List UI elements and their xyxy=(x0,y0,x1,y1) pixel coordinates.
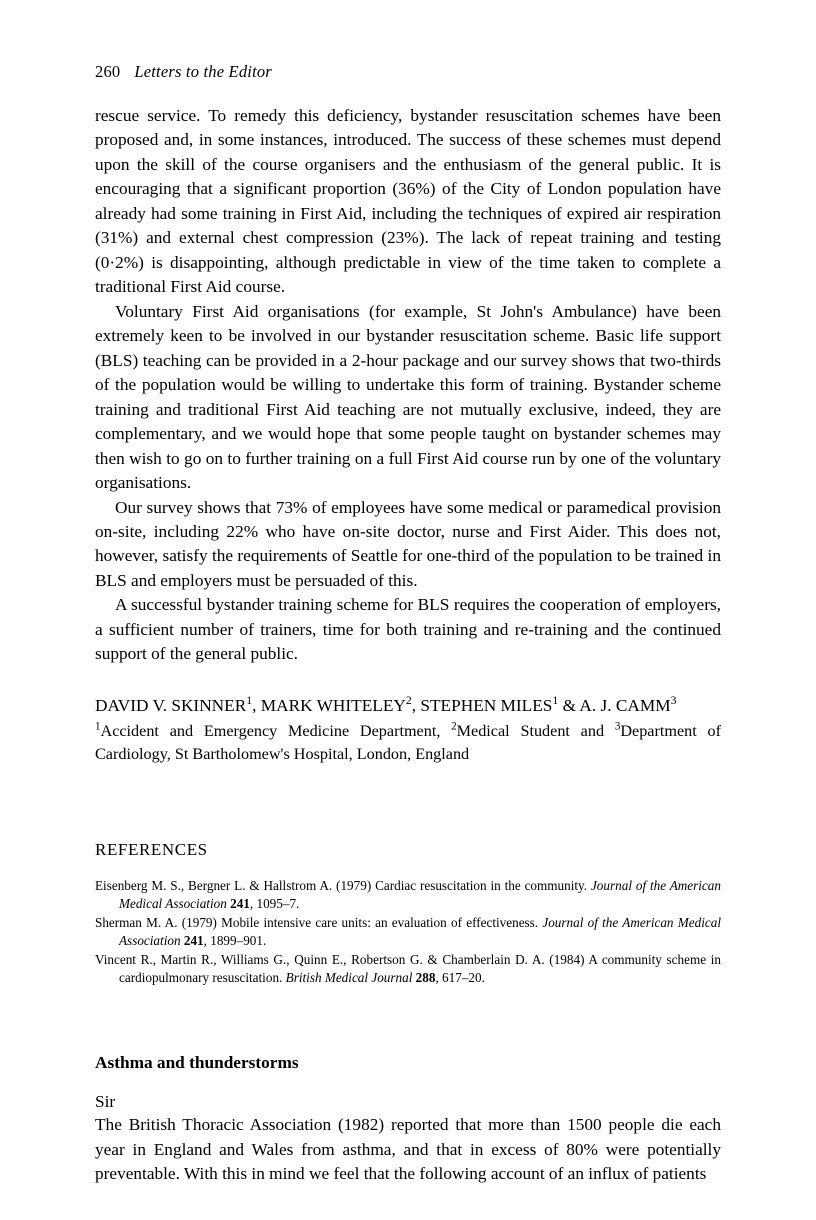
affiliation-marker: 2 xyxy=(451,720,457,733)
paragraph: The British Thoracic Association (1982) reported that more than 1500 people die each year in England and Wales from asthma, and that in excess of 80% were potentially preventable. With this in mind we feel that the following account of an influx of patients xyxy=(95,1115,721,1184)
reference-volume: 288 xyxy=(415,970,436,986)
reference-journal: Journal of the American Medical Association xyxy=(119,877,721,911)
author-separator: & A. J. CAMM xyxy=(558,695,671,715)
references-list xyxy=(95,877,721,987)
reference-authors-title: Sherman M. A. (1979) Mobile intensive care units: an evaluation of effectiveness. xyxy=(95,915,543,931)
author-separator: , STEPHEN MILES xyxy=(411,695,553,715)
reference-journal: British Medical Journal xyxy=(285,970,416,986)
paragraph: rescue service. To remedy this deficiency, bystander resuscitation schemes have been proposed and, in some instances, introduced. The success of these schemes must depend upon the skill of the course organisers and the enthusiasm of the general public. It is encouraging that a significant proportion (36%) of the City of London population have already had some training in First Aid, including the techniques of expired air respiration (31%) and external chest compression (23%). The lack of repeat training and testing (0·2%) is disappointing, although predictable in view of the time taken to complete a traditional First Aid course. xyxy=(95,106,721,297)
running-head-title: Letters to the Editor xyxy=(134,62,272,81)
page-number: 260 xyxy=(95,62,121,81)
reference-journal: Journal of the American Medical Association xyxy=(119,915,721,949)
affiliation-text: Accident and Emergency Medicine Department, xyxy=(100,721,452,740)
author-list xyxy=(95,694,721,718)
reference-item xyxy=(95,914,721,950)
paragraph: Our survey shows that 73% of employees have some medical or paramedical provision on-site, including 22% who have on-site doctor, nurse and First Aider. This does not, however, satisfy the requirements of Seattle for one-third of the population to be trained in BLS and employers must be persuaded of this. xyxy=(95,497,721,590)
author-separator: , MARK WHITELEY xyxy=(252,695,406,715)
affiliation-marker: 3 xyxy=(614,720,621,733)
running-head xyxy=(95,62,721,82)
reference-authors-title: Vincent R., Martin R., Williams G., Quinn E., Robertson G. & Chamberlain D. A. (1984) A community scheme in cardiopulmonary resuscitation. xyxy=(95,952,721,986)
next-letter-heading: Asthma and thunderstorms xyxy=(95,1053,299,1073)
paragraph: Voluntary First Aid organisations (for example, St John's Ambulance) have been extremely keen to be involved in our bystander resuscitation scheme. Basic life support (BLS) teaching can be provided in a 2-hour package and our survey shows that two-thirds of the population would be willing to undertake this form of training. Bystander scheme training and traditional First Aid teaching are not mutually exclusive, indeed, they are complementary, and we would hope that some people taught on bystander schemes may then wish to go on to further training on a full First Aid course run by one of the voluntary organisations. xyxy=(95,301,721,493)
next-letter-salutation: Sir xyxy=(95,1092,116,1112)
next-letter-body xyxy=(95,1113,721,1186)
reference-pages: , 1095–7. xyxy=(249,896,300,911)
reference-pages: , 617–20. xyxy=(435,970,485,986)
affiliation-list xyxy=(95,720,721,766)
author-affiliation-marker: 2 xyxy=(405,694,412,708)
author-affiliation-marker: 1 xyxy=(552,694,559,708)
reference-pages: , 1899–901. xyxy=(203,933,267,949)
reference-item xyxy=(95,877,721,913)
affiliation-text: Medical Student and xyxy=(456,721,615,740)
reference-volume: 241 xyxy=(183,933,204,949)
affiliation-marker: 1 xyxy=(95,720,101,733)
reference-item xyxy=(95,951,721,987)
paragraph: A successful bystander training scheme for BLS requires the cooperation of employers, a sufficient number of trainers, time for both training and re-training and the continued support of the general public. xyxy=(95,595,721,664)
reference-authors-title: Eisenberg M. S., Bergner L. & Hallstrom A. (1979) Cardiac resuscitation in the community. xyxy=(95,877,591,893)
references-heading: REFERENCES xyxy=(95,839,208,859)
author-affiliation-marker: 3 xyxy=(670,694,677,708)
author-name: DAVID V. SKINNER xyxy=(95,695,247,715)
body-text xyxy=(95,104,721,667)
affiliation-text: Department of Cardiology, St Bartholomew's Hospital, London, England xyxy=(95,721,721,763)
author-affiliation-marker: 1 xyxy=(246,694,253,708)
reference-volume: 241 xyxy=(230,896,250,911)
